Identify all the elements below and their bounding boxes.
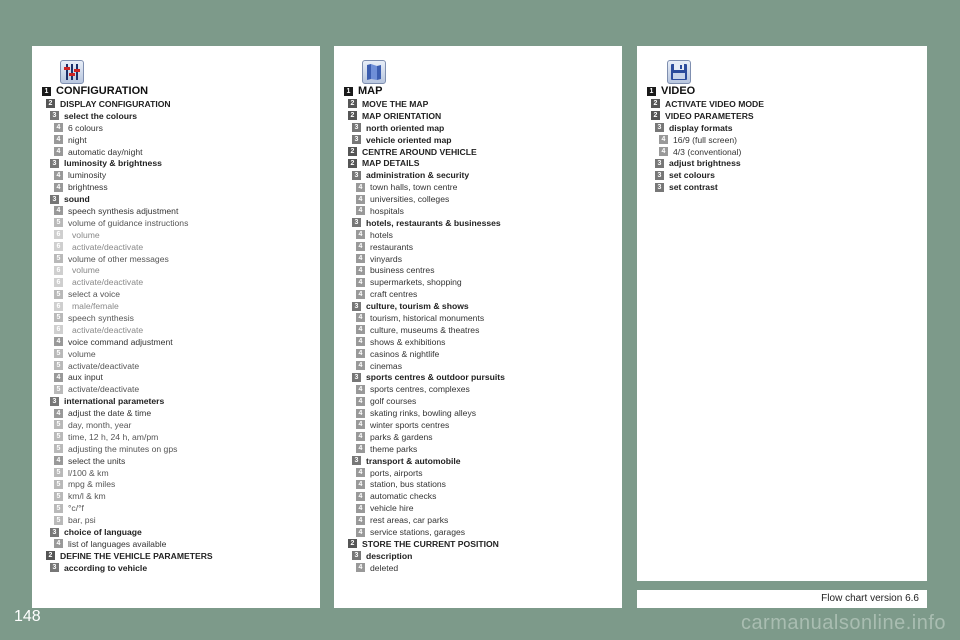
menu-entry-level-4 [42, 122, 316, 134]
menu-entry-label: brightness [68, 182, 108, 193]
menu-entry-level-3 [42, 562, 316, 574]
menu-entry-label: time, 12 h, 24 h, am/pm [68, 431, 159, 442]
menu-entry-label: MAP [358, 85, 383, 97]
menu-entry-level-3 [344, 122, 618, 134]
menu-entry-label: vinyards [370, 253, 402, 264]
menu-entry-label: choice of language [64, 527, 142, 537]
menu-entry-label: universities, colleges [370, 194, 450, 205]
menu-entry-level-4 [344, 502, 618, 514]
menu-entry-label: male/female [72, 301, 119, 312]
menu-entry-label: business centres [370, 265, 435, 276]
level-badge: 5 [54, 290, 63, 299]
menu-entry-level-2 [42, 98, 316, 110]
menu-entry-label: volume [72, 229, 100, 240]
menu-entry-level-4 [344, 479, 618, 491]
level-badge: 4 [356, 444, 365, 453]
menu-entry-level-3 [647, 157, 923, 169]
level-badge: 4 [54, 171, 63, 180]
level-badge: 3 [655, 171, 664, 180]
menu-entry-level-4 [344, 443, 618, 455]
menu-entry-level-3 [344, 455, 618, 467]
menu-entry-label: VIDEO PARAMETERS [665, 110, 754, 121]
level-badge: 5 [54, 254, 63, 263]
level-badge: 3 [655, 123, 664, 132]
menu-entry-level-4 [42, 407, 316, 419]
footer-box [637, 590, 927, 608]
level-badge: 4 [356, 337, 365, 346]
level-badge: 3 [50, 111, 59, 120]
menu-entry-level-4 [647, 134, 923, 146]
menu-entry-level-2 [42, 550, 316, 562]
menu-entry-label: town halls, town centre [370, 182, 458, 193]
level-badge: 4 [356, 230, 365, 239]
level-badge: 5 [54, 468, 63, 477]
level-badge: 4 [356, 516, 365, 525]
menu-entry-level-5 [42, 312, 316, 324]
menu-entry-label: sports centres & outdoor pursuits [366, 372, 505, 383]
menu-entry-label: adjust brightness [669, 158, 741, 169]
menu-entry-label: rest areas, car parks [370, 515, 449, 526]
level-badge: 4 [356, 206, 365, 215]
level-badge: 6 [54, 302, 63, 311]
level-badge: 3 [50, 528, 59, 537]
menu-entry-label: description [366, 550, 413, 561]
menu-entry-label: transport & automobile [366, 455, 461, 466]
level-badge: 5 [54, 420, 63, 429]
menu-entry-level-5 [42, 360, 316, 372]
level-badge: 6 [54, 325, 63, 334]
level-badge: 3 [50, 397, 59, 406]
menu-entry-level-6 [42, 300, 316, 312]
menu-entry-level-4 [42, 169, 316, 181]
level-badge: 5 [54, 385, 63, 394]
menu-entry-level-4 [344, 526, 618, 538]
menu-entry-level-2 [344, 110, 618, 122]
menu-entry-level-4 [647, 146, 923, 158]
menu-entry-label: sports centres, complexes [370, 384, 470, 395]
menu-entry-label: MAP DETAILS [362, 158, 420, 169]
level-badge: 4 [54, 539, 63, 548]
menu-entry-label: volume of other messages [68, 253, 169, 264]
menu-entry-level-4 [344, 514, 618, 526]
level-badge: 4 [356, 492, 365, 501]
level-badge: 4 [356, 385, 365, 394]
menu-entry-level-5 [42, 217, 316, 229]
menu-entry-level-5 [42, 467, 316, 479]
menu-entry-label: 4/3 (conventional) [673, 146, 742, 157]
level-badge: 2 [348, 99, 357, 108]
level-badge: 4 [356, 278, 365, 287]
menu-entry-label: automatic day/night [68, 146, 143, 157]
level-badge: 3 [50, 563, 59, 572]
menu-entry-label: MOVE THE MAP [362, 98, 429, 109]
menu-entry-level-6 [42, 324, 316, 336]
menu-entry-label: service stations, garages [370, 527, 466, 537]
menu-entry-label: 6 colours [68, 122, 103, 133]
menu-entry-label: speech synthesis adjustment [68, 205, 179, 216]
level-badge: 2 [46, 99, 55, 108]
menu-entry-level-4 [344, 383, 618, 395]
menu-entry-level-2 [647, 110, 923, 122]
menu-entry-label: activate/deactivate [72, 241, 144, 252]
menu-entry-label: hospitals [370, 205, 404, 216]
level-badge: 6 [54, 242, 63, 251]
menu-entry-label: culture, tourism & shows [366, 301, 469, 312]
menu-entry-label: STORE THE CURRENT POSITION [362, 538, 499, 549]
level-badge: 4 [356, 313, 365, 322]
level-badge: 2 [348, 539, 357, 548]
menu-entry-level-4 [344, 264, 618, 276]
menu-entry-label: volume [68, 348, 96, 359]
menu-entry-label: north oriented map [366, 122, 445, 133]
menu-entry-level-3 [344, 550, 618, 562]
menu-entry-level-2 [344, 146, 618, 158]
menu-entry-level-5 [42, 288, 316, 300]
menu-entry-level-4 [344, 490, 618, 502]
menu-entry-label: deleted [370, 562, 399, 573]
floppy-disk-icon [667, 60, 691, 84]
menu-entry-level-4 [344, 312, 618, 324]
level-badge: 5 [54, 480, 63, 489]
menu-entry-level-4 [42, 336, 316, 348]
level-badge: 4 [356, 528, 365, 537]
menu-entry-level-1 [647, 84, 923, 98]
menu-entry-level-4 [344, 431, 618, 443]
menu-entry-level-5 [42, 253, 316, 265]
menu-entry-label: volume of guidance instructions [68, 217, 189, 228]
level-badge: 5 [54, 313, 63, 322]
menu-entry-level-6 [42, 241, 316, 253]
menu-entry-level-3 [42, 526, 316, 538]
menu-entry-label: MAP ORIENTATION [362, 110, 442, 121]
menu-entry-level-4 [344, 419, 618, 431]
menu-entry-label: speech synthesis [68, 312, 134, 323]
menu-entry-label: l/100 & km [68, 467, 109, 478]
menu-entry-label: sound [64, 194, 90, 205]
menu-entry-level-4 [344, 360, 618, 372]
menu-entry-label: VIDEO [661, 85, 696, 97]
level-badge: 5 [54, 516, 63, 525]
menu-entry-label: activate/deactivate [68, 384, 140, 395]
level-badge: 5 [54, 492, 63, 501]
menu-entry-level-5 [42, 514, 316, 526]
level-badge: 4 [356, 183, 365, 192]
menu-entry-level-4 [344, 253, 618, 265]
menu-entry-label: supermarkets, shopping [370, 277, 462, 288]
menu-entry-label: CONFIGURATION [56, 85, 149, 97]
level-badge: 6 [54, 278, 63, 287]
menu-entry-label: hotels, restaurants & businesses [366, 217, 501, 228]
menu-entry-label: km/l & km [68, 491, 106, 502]
level-badge: 4 [54, 147, 63, 156]
level-badge: 4 [54, 409, 63, 418]
menu-entry-label: casinos & nightlife [370, 348, 440, 359]
level-badge: 4 [54, 183, 63, 192]
level-badge: 3 [655, 159, 664, 168]
level-badge: 3 [352, 373, 361, 382]
menu-entry-label: select the units [68, 455, 126, 466]
menu-entry-label: administration & security [366, 170, 470, 181]
level-badge: 4 [54, 135, 63, 144]
level-badge: 3 [50, 195, 59, 204]
video-panel [637, 46, 927, 581]
menu-entry-label: theme parks [370, 443, 418, 454]
level-badge: 5 [54, 432, 63, 441]
menu-entry-level-3 [42, 110, 316, 122]
menu-entry-label: activate/deactivate [72, 324, 144, 335]
level-badge: 1 [344, 87, 353, 96]
menu-entry-level-1 [42, 84, 316, 98]
menu-entry-label: cinemas [370, 360, 402, 371]
flow-chart-version: Flow chart version 6.6 [821, 593, 919, 604]
level-badge: 4 [659, 147, 668, 156]
level-badge: 4 [54, 373, 63, 382]
menu-entry-label: shows & exhibitions [370, 336, 446, 347]
menu-entry-level-4 [344, 241, 618, 253]
level-badge: 4 [356, 432, 365, 441]
level-badge: 4 [356, 325, 365, 334]
level-badge: 4 [356, 242, 365, 251]
menu-entry-label: adjust the date & time [68, 408, 152, 419]
menu-entry-level-1 [344, 84, 618, 98]
menu-entry-label: DISPLAY CONFIGURATION [60, 98, 171, 109]
level-badge: 4 [356, 266, 365, 275]
menu-entry-label: international parameters [64, 396, 165, 407]
menu-entry-label: ports, airports [370, 467, 423, 478]
menu-entry-label: DEFINE THE VEHICLE PARAMETERS [60, 550, 213, 561]
menu-entry-level-4 [42, 455, 316, 467]
level-badge: 4 [356, 409, 365, 418]
menu-entry-label: 16/9 (full screen) [673, 134, 738, 145]
level-badge: 2 [46, 551, 55, 560]
menu-entry-level-2 [647, 98, 923, 110]
menu-entry-level-4 [344, 336, 618, 348]
menu-entry-label: ACTIVATE VIDEO MODE [665, 98, 764, 109]
menu-entry-label: hotels [370, 229, 393, 240]
menu-entry-label: activate/deactivate [72, 277, 144, 288]
level-badge: 2 [651, 111, 660, 120]
menu-entry-level-3 [344, 217, 618, 229]
menu-entry-level-4 [42, 205, 316, 217]
level-badge: 4 [659, 135, 668, 144]
level-badge: 1 [42, 87, 51, 96]
menu-entry-label: vehicle oriented map [366, 134, 452, 145]
level-badge: 5 [54, 349, 63, 358]
menu-entry-level-5 [42, 431, 316, 443]
menu-entry-label: craft centres [370, 289, 418, 300]
menu-entry-level-2 [344, 98, 618, 110]
menu-entry-label: culture, museums & theatres [370, 324, 480, 335]
level-badge: 3 [352, 171, 361, 180]
level-badge: 2 [348, 111, 357, 120]
menu-entry-label: luminosity [68, 170, 107, 181]
menu-entry-level-5 [42, 479, 316, 491]
level-badge: 3 [352, 456, 361, 465]
menu-entry-level-3 [647, 181, 923, 193]
level-badge: 4 [54, 123, 63, 132]
level-badge: 4 [356, 397, 365, 406]
menu-entry-label: according to vehicle [64, 562, 148, 573]
map-book-icon [362, 60, 386, 84]
menu-entry-level-4 [344, 407, 618, 419]
menu-entry-level-4 [42, 181, 316, 193]
menu-entry-level-4 [344, 205, 618, 217]
menu-entry-label: vehicle hire [370, 503, 414, 514]
menu-entry-label: voice command adjustment [68, 336, 173, 347]
menu-entry-level-4 [344, 288, 618, 300]
menu-entry-label: aux input [68, 372, 103, 383]
menu-entry-level-4 [344, 193, 618, 205]
video-tree [647, 84, 923, 193]
menu-entry-level-5 [42, 419, 316, 431]
level-badge: 3 [352, 135, 361, 144]
menu-entry-label: volume [72, 265, 100, 276]
menu-entry-level-3 [344, 169, 618, 181]
level-badge: 4 [356, 468, 365, 477]
menu-entry-label: °c/°f [68, 503, 84, 514]
level-badge: 3 [352, 123, 361, 132]
level-badge: 4 [356, 349, 365, 358]
level-badge: 4 [54, 456, 63, 465]
menu-entry-level-2 [344, 538, 618, 550]
level-badge: 4 [356, 480, 365, 489]
watermark: carmanualsonline.info [740, 612, 946, 634]
menu-entry-label: tourism, historical monuments [370, 312, 485, 323]
menu-entry-level-3 [42, 157, 316, 169]
level-badge: 3 [655, 183, 664, 192]
menu-entry-level-3 [647, 122, 923, 134]
menu-entry-level-3 [344, 371, 618, 383]
level-badge: 6 [54, 230, 63, 239]
menu-entry-label: CENTRE AROUND VEHICLE [362, 146, 477, 157]
level-badge: 5 [54, 504, 63, 513]
map-tree [344, 84, 618, 574]
level-badge: 4 [54, 337, 63, 346]
level-badge: 3 [352, 302, 361, 311]
menu-entry-level-4 [42, 538, 316, 550]
menu-entry-level-6 [42, 264, 316, 276]
configuration-tree [42, 84, 316, 574]
menu-entry-level-4 [344, 229, 618, 241]
menu-entry-level-4 [344, 395, 618, 407]
menu-entry-label: mpg & miles [68, 479, 116, 490]
menu-entry-label: list of languages available [68, 538, 167, 549]
menu-entry-label: winter sports centres [370, 419, 450, 430]
menu-entry-label: select the colours [64, 110, 138, 121]
menu-entry-label: bar, psi [68, 515, 96, 526]
menu-entry-level-3 [42, 193, 316, 205]
level-badge: 4 [356, 290, 365, 299]
level-badge: 4 [356, 504, 365, 513]
menu-entry-label: luminosity & brightness [64, 158, 162, 169]
level-badge: 4 [356, 254, 365, 263]
level-badge: 3 [352, 218, 361, 227]
level-badge: 4 [356, 563, 365, 572]
level-badge: 4 [54, 206, 63, 215]
level-badge: 1 [647, 87, 656, 96]
menu-entry-level-6 [42, 229, 316, 241]
menu-entry-label: select a voice [68, 289, 121, 300]
menu-entry-label: set colours [669, 170, 715, 181]
menu-entry-level-4 [42, 134, 316, 146]
menu-entry-label: golf courses [370, 396, 417, 407]
level-badge: 2 [348, 159, 357, 168]
level-badge: 5 [54, 361, 63, 370]
menu-entry-level-4 [344, 181, 618, 193]
menu-entry-label: night [68, 134, 87, 145]
menu-entry-level-3 [344, 300, 618, 312]
menu-entry-level-5 [42, 490, 316, 502]
menu-entry-label: station, bus stations [370, 479, 446, 490]
menu-entry-level-4 [42, 146, 316, 158]
level-badge: 4 [356, 361, 365, 370]
menu-entry-level-2 [344, 157, 618, 169]
configuration-panel [32, 46, 320, 608]
menu-entry-level-3 [42, 395, 316, 407]
level-badge: 4 [356, 420, 365, 429]
level-badge: 4 [356, 195, 365, 204]
page-number: 148 [14, 608, 41, 625]
menu-entry-label: display formats [669, 122, 733, 133]
menu-entry-level-5 [42, 502, 316, 514]
menu-entry-level-4 [344, 467, 618, 479]
menu-entry-label: day, month, year [68, 419, 132, 430]
level-badge: 2 [651, 99, 660, 108]
menu-entry-level-5 [42, 348, 316, 360]
menu-entry-label: activate/deactivate [68, 360, 140, 371]
menu-entry-level-4 [42, 371, 316, 383]
menu-entry-level-4 [344, 348, 618, 360]
menu-entry-level-3 [647, 169, 923, 181]
map-panel [334, 46, 622, 608]
menu-entry-label: restaurants [370, 241, 413, 252]
level-badge: 2 [348, 147, 357, 156]
menu-entry-level-5 [42, 383, 316, 395]
menu-entry-label: skating rinks, bowling alleys [370, 408, 477, 419]
menu-entry-level-4 [344, 324, 618, 336]
menu-entry-label: parks & gardens [370, 431, 433, 442]
level-badge: 3 [50, 159, 59, 168]
level-badge: 3 [352, 551, 361, 560]
menu-entry-level-6 [42, 276, 316, 288]
menu-entry-level-3 [344, 134, 618, 146]
menu-entry-level-4 [344, 562, 618, 574]
menu-entry-level-5 [42, 443, 316, 455]
level-badge: 5 [54, 444, 63, 453]
level-badge: 5 [54, 218, 63, 227]
menu-entry-level-4 [344, 276, 618, 288]
settings-sliders-icon [60, 60, 84, 84]
menu-entry-label: automatic checks [370, 491, 437, 502]
menu-entry-label: set contrast [669, 182, 718, 193]
level-badge: 6 [54, 266, 63, 275]
menu-entry-label: adjusting the minutes on gps [68, 443, 178, 454]
